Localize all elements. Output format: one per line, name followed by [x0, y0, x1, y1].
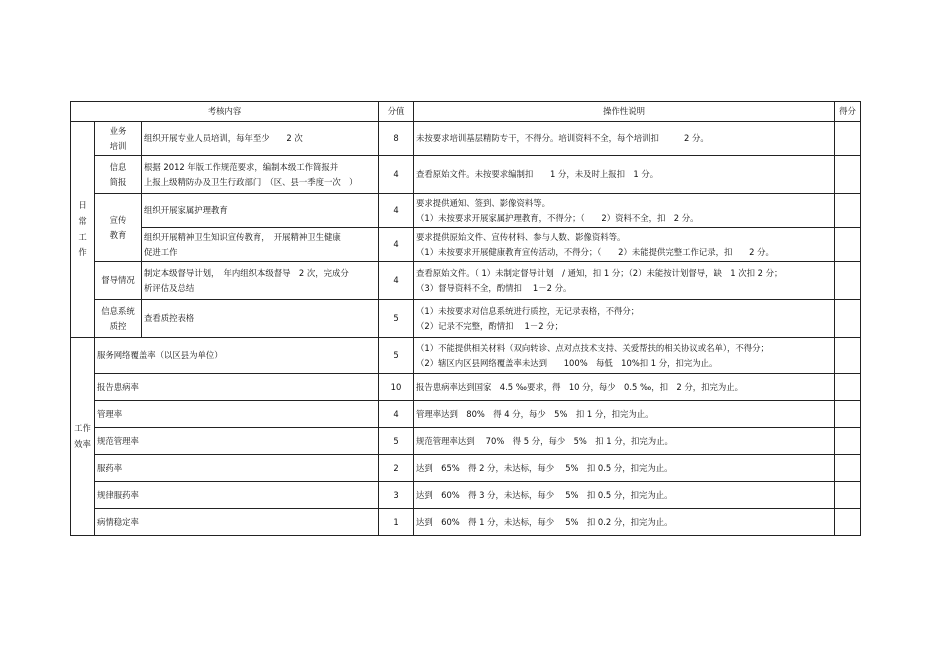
got-score-cell[interactable]	[835, 156, 861, 194]
description-cell: （1）不能提供相关材料（双向转诊、点对点技术支持、关爱帮扶的相关协议或名单），不得分； （2）辖区内区县网络覆盖率未达到 100% 每低 10%扣 1 分，扣完为止。	[414, 338, 835, 374]
score-cell: 4	[379, 194, 414, 228]
score-cell: 5	[379, 428, 414, 455]
score-cell: 5	[379, 338, 414, 374]
content-cell: 组织开展精神卫生知识宣传教育， 开展精神卫生健康 促进工作	[142, 228, 379, 262]
description-cell: 达到 60% 得 3 分，未达标，每少 5% 扣 0.5 分，扣完为止。	[414, 482, 835, 509]
score-cell: 4	[379, 262, 414, 300]
score-cell: 4	[379, 228, 414, 262]
content-cell: 制定本级督导计划， 年内组织本级督导 2 次，完成分 析评估及总结	[142, 262, 379, 300]
table-row	[71, 194, 861, 228]
score-cell: 3	[379, 482, 414, 509]
got-score-cell[interactable]	[835, 401, 861, 428]
got-score-cell[interactable]	[835, 338, 861, 374]
score-cell: 4	[379, 156, 414, 194]
header-got-score: 得分	[835, 102, 861, 122]
got-score-cell[interactable]	[835, 194, 861, 228]
description-cell: （1）未按要求对信息系统进行质控，无记录表格，不得分； （2）记录不完整，酌情扣 1－2 分；	[414, 300, 835, 338]
got-score-cell[interactable]	[835, 374, 861, 401]
content-cell: 规律服药率	[95, 482, 379, 509]
got-score-cell[interactable]	[835, 509, 861, 536]
description-cell: 达到 60% 得 1 分，未达标，每少 5% 扣 0.2 分，扣完为止。	[414, 509, 835, 536]
subcategory-briefing: 信息 简报	[95, 156, 142, 194]
description-cell: 规范管理率达到 70% 得 5 分，每少 5% 扣 1 分，扣完为止。	[414, 428, 835, 455]
header-score: 分值	[379, 102, 414, 122]
subcategory-publicity: 宣传 教育	[95, 194, 142, 262]
table-row	[71, 122, 861, 156]
table-row	[71, 300, 861, 338]
table-row	[71, 374, 861, 401]
content-cell: 服务网络覆盖率（以区县为单位）	[95, 338, 379, 374]
score-cell: 1	[379, 509, 414, 536]
content-cell: 病情稳定率	[95, 509, 379, 536]
got-score-cell[interactable]	[835, 455, 861, 482]
description-cell: 要求提供原始文件、宣传材料、参与人数、影像资料等。 （1）未按要求开展健康教育宣传活动，不得分；（ 2）未能提供完整工作记录，扣 2 分。	[414, 228, 835, 262]
description-cell: 管理率达到 80% 得 4 分，每少 5% 扣 1 分，扣完为止。	[414, 401, 835, 428]
header-content: 考核内容	[71, 102, 379, 122]
table-row	[71, 228, 861, 262]
score-cell: 4	[379, 401, 414, 428]
got-score-cell[interactable]	[835, 122, 861, 156]
table-row	[71, 428, 861, 455]
score-cell: 5	[379, 300, 414, 338]
score-cell: 2	[379, 455, 414, 482]
description-cell: 达到 65% 得 2 分，未达标，每少 5% 扣 0.5 分，扣完为止。	[414, 455, 835, 482]
category-work-efficiency: 工作 效率	[71, 338, 95, 536]
got-score-cell[interactable]	[835, 300, 861, 338]
subcategory-training: 业务 培训	[95, 122, 142, 156]
header-description: 操作性说明	[414, 102, 835, 122]
table-row	[71, 509, 861, 536]
table-row	[71, 482, 861, 509]
content-cell: 服药率	[95, 455, 379, 482]
content-cell: 报告患病率	[95, 374, 379, 401]
content-cell: 查看质控表格	[142, 300, 379, 338]
score-cell: 8	[379, 122, 414, 156]
table-row	[71, 401, 861, 428]
description-cell: 查看原始文件。未按要求编制扣 1 分，未及时上报扣 1 分。	[414, 156, 835, 194]
header-row	[71, 102, 861, 122]
table-row	[71, 455, 861, 482]
got-score-cell[interactable]	[835, 262, 861, 300]
table-row	[71, 262, 861, 300]
subcategory-supervision: 督导情况	[95, 262, 142, 300]
content-cell: 规范管理率	[95, 428, 379, 455]
got-score-cell[interactable]	[835, 228, 861, 262]
description-cell: 要求提供通知、签到、影像资料等。 （1）未按要求开展家属护理教育，不得分；（ 2）资料不全，扣 2 分。	[414, 194, 835, 228]
got-score-cell[interactable]	[835, 482, 861, 509]
description-cell: 未按要求培训基层精防专干，不得分。培训资料不全，每个培训扣 2 分。	[414, 122, 835, 156]
got-score-cell[interactable]	[835, 428, 861, 455]
category-daily-work: 日 常 工 作	[71, 122, 95, 338]
content-cell: 组织开展家属护理教育	[142, 194, 379, 228]
table-row	[71, 338, 861, 374]
description-cell: 报告患病率达到国家 4.5 ‰要求，得 10 分，每少 0.5 ‰，扣 2 分，扣完为止。	[414, 374, 835, 401]
content-cell: 管理率	[95, 401, 379, 428]
assessment-table	[70, 101, 861, 536]
table-row	[71, 156, 861, 194]
content-cell: 根据 2012 年版工作规范要求，编制本级工作简报并 上报上级精防办及卫生行政部门 （区、县一季度一次 ）	[142, 156, 379, 194]
subcategory-info-qc: 信息系统 质控	[95, 300, 142, 338]
description-cell: 查看原始文件。（ 1）未制定督导计划 / 通知，扣 1 分；（2）未能按计划督导，缺 1 次扣 2 分； （3）督导资料不全，酌情扣 1－2 分。	[414, 262, 835, 300]
score-cell: 10	[379, 374, 414, 401]
content-cell: 组织开展专业人员培训，每年至少 2 次	[142, 122, 379, 156]
